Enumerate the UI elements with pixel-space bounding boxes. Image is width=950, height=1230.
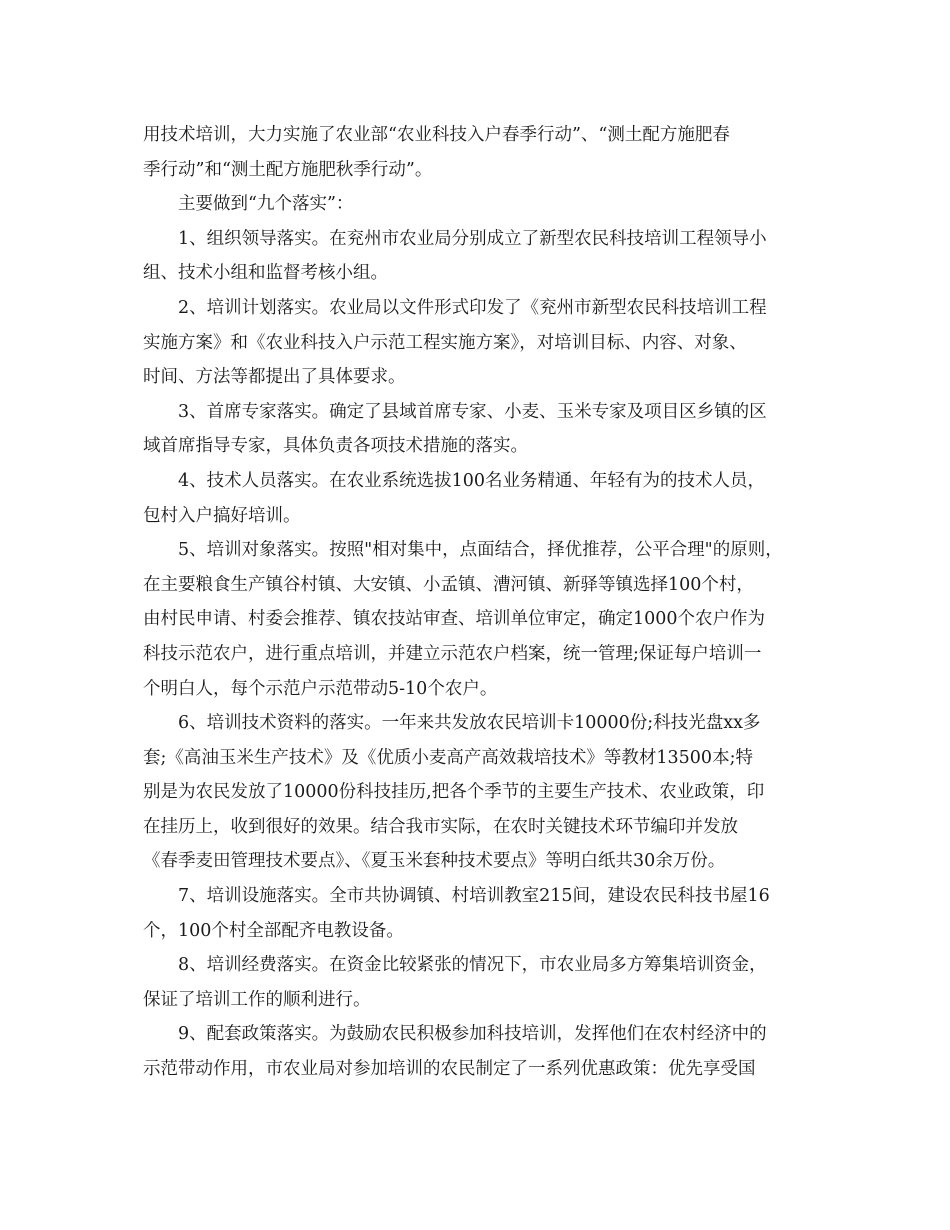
text-line: 8、培训经费落实。在资金比较紧张的情况下，市农业局多方筹集培训资金，	[178, 955, 767, 976]
text-line: 4、技术人员落实。在农业系统选拔100名业务精通、年轻有为的技术人员，	[178, 470, 766, 491]
text-line: 在挂历上，收到很好的效果。结合我市实际，在农时关键技术环节编印并发放	[143, 816, 738, 837]
text-line: 《春季麦田管理技术要点》、《夏玉米套种技术要点》等明白纸共30余万份。	[143, 851, 726, 872]
text-line: 别是为农民发放了10000份科技挂历,把各个季节的主要生产技术、农业政策，印	[143, 782, 765, 803]
text-line: 实施方案》和《农业科技入户示范工程实施方案》，对培训目标、内容、对象、	[143, 332, 747, 353]
text-line: 组、技术小组和监督考核小组。	[143, 263, 388, 284]
text-line: 2、培训计划落实。农业局以文件形式印发了《兖州市新型农民科技培训工程	[178, 297, 767, 318]
text-line: 套;《高油玉米生产技术》及《优质小麦高产高效栽培技术》等教材13500本;特	[143, 747, 753, 768]
text-line: 7、培训设施落实。全市共协调镇、村培训教室215间，建设农民科技书屋16	[178, 886, 770, 907]
text-line: 示范带动作用，市农业局对参加培训的农民制定了一系列优惠政策：优先享受国	[143, 1059, 756, 1080]
text-line: 个明白人，每个示范户示范带动5-10个农户。	[143, 678, 498, 699]
text-line: 季行动”和“测土配方施肥秋季行动”。	[143, 159, 433, 180]
text-line: 时间、方法等都提出了具体要求。	[143, 367, 406, 388]
text-line: 用技术培训，大力实施了农业部“农业科技入户春季行动”、“测土配方施肥春	[143, 125, 730, 145]
text-line: 6、培训技术资料的落实。一年来共发放农民培训卡10000份;科技光盘xx多	[178, 713, 761, 734]
text-line: 3、首席专家落实。确定了县域首席专家、小麦、玉米专家及项目区乡镇的区	[178, 401, 767, 422]
text-line: 保证了培训工作的顺利进行。	[143, 989, 371, 1010]
text-line: 9、配套政策落实。为鼓励农民积极参加科技培训，发挥他们在农村经济中的	[178, 1024, 767, 1045]
document-body	[143, 118, 823, 1087]
text-line: 域首席指导专家，具体负责各项技术措施的落实。	[143, 436, 528, 457]
text-line: 5、培训对象落实。按照"相对集中，点面结合，择优推荐，公平合理"的原则，	[178, 540, 783, 561]
text-line: 包村入户搞好培训。	[143, 505, 301, 526]
text-line: 科技示范农户，进行重点培训，并建立示范农户档案，统一管理;保证每户培训一	[143, 643, 762, 664]
text-line: 由村民申请、村委会推荐、镇农技站审查、培训单位审定，确定1000个农户作为	[143, 609, 766, 630]
paragraph-heading: 主要做到“九个落实”：	[178, 194, 354, 215]
text-line: 个，100个村全部配齐电教设备。	[143, 920, 404, 941]
text-line: 1、组织领导落实。在兖州市农业局分别成立了新型农民科技培训工程领导小	[178, 228, 767, 249]
text-line: 在主要粮食生产镇谷村镇、大安镇、小孟镇、漕河镇、新驿等镇选择100个村，	[143, 574, 754, 595]
